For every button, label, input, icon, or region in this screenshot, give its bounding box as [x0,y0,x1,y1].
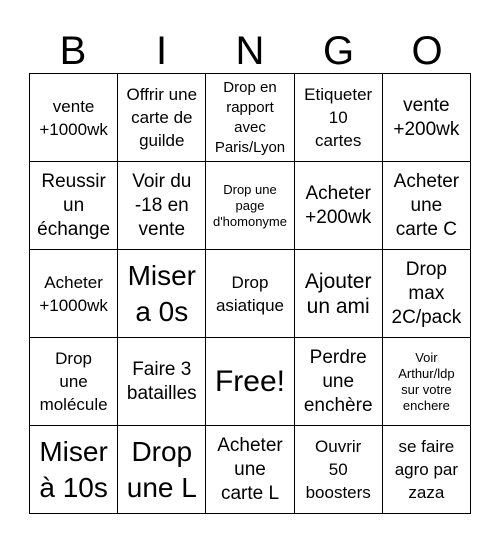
cell-text: Miser a 0s [127,259,197,327]
bingo-cell-r2-c5[interactable] [383,162,471,250]
cell-text: Ajouter un ami [304,269,372,318]
cell-text: Acheter +200wk [305,182,372,228]
cell-text: vente +1000wk [39,96,108,139]
cell-text: Drop une molécule [39,349,108,414]
bingo-cell-r3-c3[interactable] [206,250,294,338]
cell-text: Reussir un échange [37,170,111,240]
bingo-cell-r5-c3[interactable] [206,426,294,514]
cell-text: Drop une L [126,435,197,503]
cell-text: Drop en rapport avec Paris/Lyon [214,78,286,156]
bingo-cell-r3-c5[interactable] [383,250,471,338]
header-letter-g: G [322,29,355,73]
cell-text: Ouvrir 50 boosters [305,437,371,502]
bingo-cell-r4-c2[interactable] [118,338,206,426]
bingo-cell-r1-c4[interactable] [295,74,383,162]
bingo-cell-r1-c5[interactable] [383,74,471,162]
cell-text: Acheter une carte L [217,434,283,504]
bingo-cell-r4-c5[interactable] [383,338,471,426]
header-letter-o: O [411,29,443,73]
bingo-cell-r3-c1[interactable] [30,250,118,338]
bingo-cell-r5-c1[interactable] [30,426,118,514]
bingo-cell-r1-c1[interactable] [30,74,118,162]
cell-text: Voir Arthur/ldp sur votre enchere [398,349,455,413]
cell-text: Etiqueter 10 cartes [304,85,373,150]
bingo-header [29,28,471,74]
header-letter-i: I [155,29,168,73]
bingo-cell-r2-c4[interactable] [295,162,383,250]
cell-text: Offrir une carte de guilde [126,85,198,150]
header-letter-b: B [59,29,87,73]
bingo-cell-r5-c4[interactable] [295,426,383,514]
bingo-cell-r1-c2[interactable] [118,74,206,162]
bingo-cell-r4-c3-free[interactable] [206,338,294,426]
bingo-cell-r5-c5[interactable] [383,426,471,514]
bingo-cell-r1-c3[interactable] [206,74,294,162]
bingo-cell-r4-c1[interactable] [30,338,118,426]
cell-text: Drop asiatique [215,272,285,315]
cell-text: Miser à 10s [39,435,108,503]
bingo-cell-r2-c3[interactable] [206,162,294,250]
bingo-cell-r3-c2[interactable] [118,250,206,338]
cell-text: Drop une page d'homonyme [212,181,287,229]
cell-text: Acheter +1000wk [39,272,108,315]
cell-text: Free! [214,364,285,398]
cell-text: se faire agro par zaza [394,437,459,502]
bingo-cell-r4-c4[interactable] [295,338,383,426]
cell-text: Drop max 2C/pack [391,258,462,328]
cell-text: vente +200wk [393,94,460,140]
cell-text: Faire 3 batailles [126,358,197,404]
bingo-cell-r2-c1[interactable] [30,162,118,250]
header-letter-n: N [235,29,265,73]
bingo-grid [29,73,471,514]
bingo-cell-r2-c2[interactable] [118,162,206,250]
cell-text: Perdre une enchère [303,346,373,416]
cell-text: Voir du -18 en vente [132,170,192,240]
bingo-cell-r3-c4[interactable] [295,250,383,338]
cell-text: Acheter une carte C [393,170,460,240]
bingo-cell-r5-c2[interactable] [118,426,206,514]
